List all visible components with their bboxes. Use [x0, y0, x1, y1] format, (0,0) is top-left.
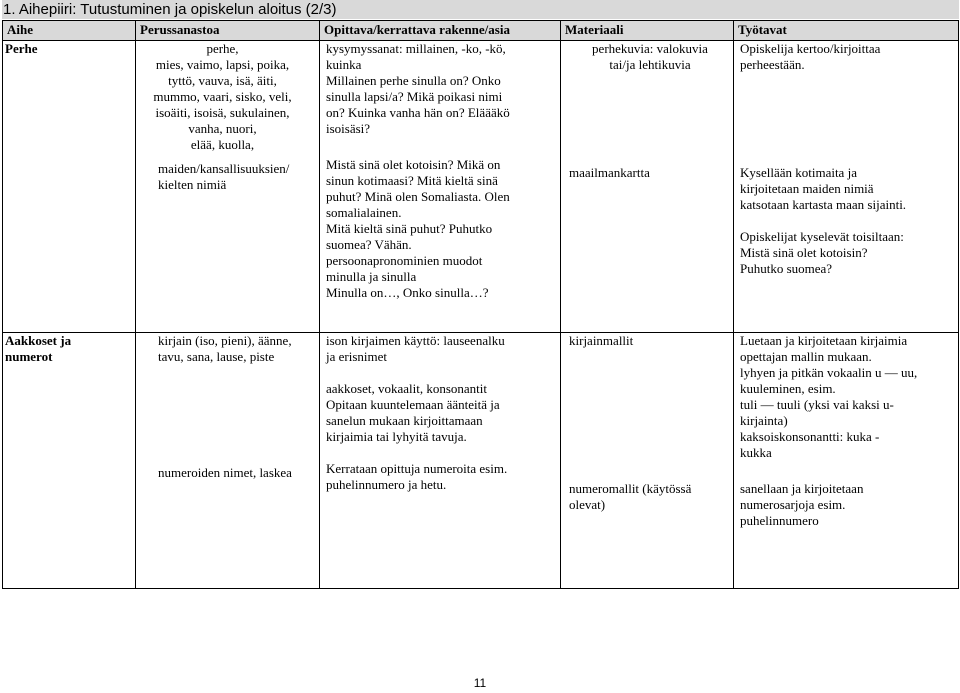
- structure-cell: [320, 333, 561, 589]
- structure-cell: [320, 41, 561, 333]
- curriculum-table: [2, 20, 959, 589]
- structure-text: ison kirjaimen käyttö: lauseenalku ja erisnimet: [326, 333, 505, 364]
- methods-text: Luetaan ja kirjoitetaan kirjaimia opettajan mallin mukaan. lyhyen ja pitkän vokaalin u — uu, kuuleminen, esim. tuli — tuuli (yksi vai kaksi u- kirjainta) kaksoiskonsonantti: kuka - kukka: [740, 333, 918, 460]
- table-row-alphabet: [3, 333, 959, 589]
- structure-text: aakkoset, vokaalit, konsonantit Opitaan kuuntelemaan äänteitä ja sanelun mukaan kirjoittamaan kirjaimia tai lyhyitä tavuja.: [326, 381, 500, 444]
- topic-cell: Perhe: [3, 41, 136, 333]
- vocab-cell: [136, 41, 320, 333]
- page-number: 11: [473, 676, 487, 690]
- methods-text: Opiskelija kertoo/kirjoittaa perheestään.: [740, 41, 881, 72]
- methods-cell: [734, 333, 959, 589]
- vocab-text: maiden/kansallisuuksien/ kielten nimiä: [158, 161, 290, 192]
- header-topic: Aihe: [3, 21, 136, 41]
- vocab-text: perhe, mies, vaimo, lapsi, poika, tyttö, vauva, isä, äiti, mummo, vaari, sisko, veli, isoäiti, isoisä, sukulainen, vanha, nuori, elää, kuolla,: [153, 41, 292, 152]
- material-text: maailmankartta: [569, 165, 650, 180]
- material-text: kirjainmallit: [569, 333, 634, 348]
- structure-text: kysymyssanat: millainen, -ko, -kö, kuinka Millainen perhe sinulla on? Onko sinulla lapsi/a? Mikä poikasi nimi on? Kuinka vanha hän on? Eläääkö isoisäsi?: [326, 41, 510, 136]
- methods-text: Opiskelijat kyselevät toisiltaan: Mistä sinä olet kotoisin? Puhutko suomea?: [740, 229, 904, 276]
- material-text: numeromallit (käytössä olevat): [569, 481, 692, 512]
- material-cell: [561, 333, 734, 589]
- structure-text: Kerrataan opittuja numeroita esim. puhelinnumero ja hetu.: [326, 461, 508, 492]
- methods-text: Kysellään kotimaita ja kirjoitetaan maiden nimiä katsotaan kartasta maan sijainti.: [740, 165, 907, 212]
- methods-cell: [734, 41, 959, 333]
- vocab-text: kirjain (iso, pieni), äänne, tavu, sana, lause, piste: [158, 333, 292, 364]
- header-row: [3, 21, 959, 41]
- table-row-family: [3, 41, 959, 333]
- header-methods: Työtavat: [734, 21, 959, 41]
- material-cell: [561, 41, 734, 333]
- header-vocabulary: Perussanastoa: [136, 21, 320, 41]
- vocab-text: numeroiden nimet, laskea: [158, 465, 292, 480]
- structure-text: Mistä sinä olet kotoisin? Mikä on sinun kotimaasi? Mitä kieltä sinä puhut? Minä olen Somaliasta. Olen somalialainen. Mitä kieltä sinä puhut? Puhutko suomea? Vähän. persoonapronominien muodot minulla ja sinulla Minulla on…, Onko sinulla…?: [326, 157, 510, 300]
- page-title: 1. Aihepiiri: Tutustuminen ja opiskelun aloitus (2/3): [2, 0, 959, 19]
- header-material: Materiaali: [561, 21, 734, 41]
- material-text: perhekuvia: valokuvia tai/ja lehtikuvia: [592, 41, 708, 72]
- header-structure: Opittava/kerrattava rakenne/asia: [320, 21, 561, 41]
- topic-cell: Aakkoset ja numerot: [3, 333, 136, 589]
- methods-text: sanellaan ja kirjoitetaan numerosarjoja esim. puhelinnumero: [740, 481, 864, 528]
- vocab-cell: [136, 333, 320, 589]
